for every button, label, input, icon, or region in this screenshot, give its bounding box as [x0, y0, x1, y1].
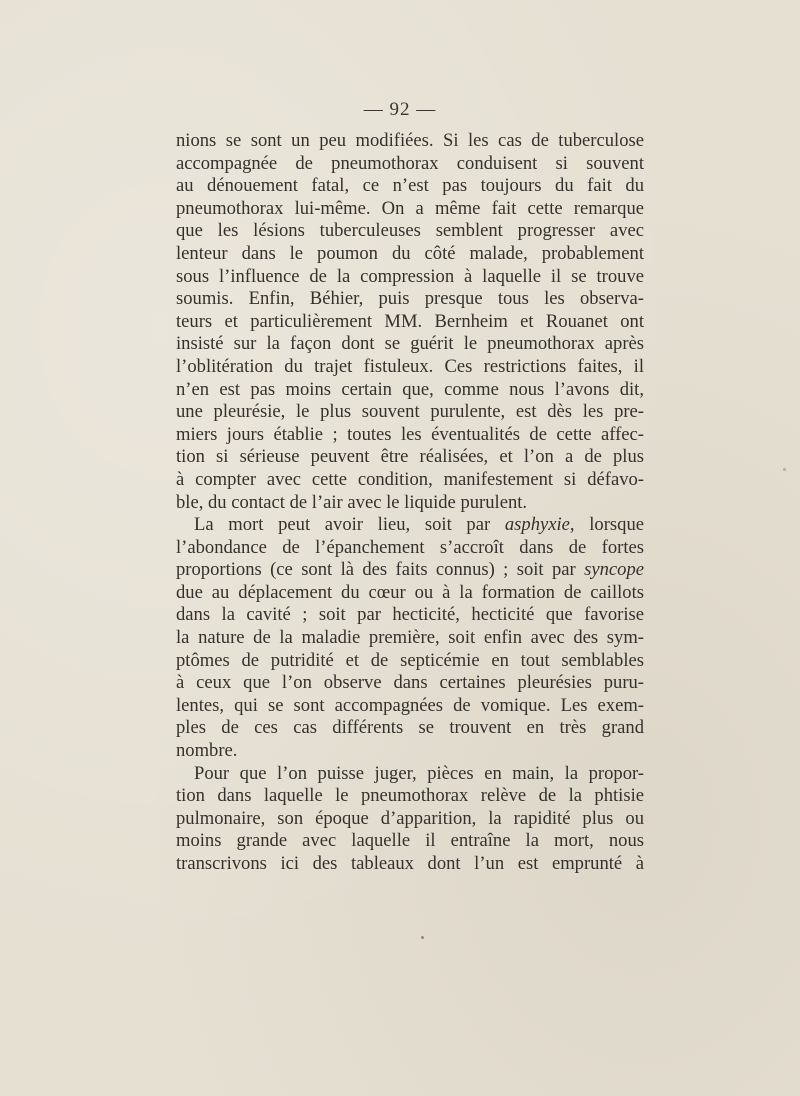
- text-line: l’abondance de l’épanchement s’accroît dans de fortes: [176, 536, 644, 558]
- paragraph-1: [176, 130, 644, 514]
- text-line: [176, 559, 644, 582]
- text-line: l’oblitération du trajet fistuleux. Ces restrictions faites, il: [176, 355, 644, 377]
- text-line: ptômes de putridité et de septicémie en tout semblables: [176, 649, 644, 671]
- text-run: proportions (ce sont là des faits connus) ; soit par: [176, 559, 585, 581]
- text-line: la nature de la maladie première, soit enfin avec des sym-: [176, 627, 644, 649]
- paragraph-3: [176, 763, 644, 876]
- text-run: , lorsque: [569, 514, 644, 536]
- text-line: n’en est pas moins certain que, comme nous l’avons dit,: [176, 378, 644, 400]
- text-line: nions se sont un peu modifiées. Si les cas de tuberculose: [176, 130, 644, 151]
- text-line: tion dans laquelle le pneumothorax relève de la phtisie: [176, 785, 644, 807]
- text-line: sous l’influence de la compression à laquelle il se trouve: [176, 265, 644, 287]
- text-line: insisté sur la façon dont se guérit le pneumothorax après: [176, 333, 644, 355]
- text-line: à ceux que l’on observe dans certaines pleurésies puru-: [176, 672, 644, 694]
- text-line: à compter avec cette condition, manifestement si défavo-: [176, 468, 644, 490]
- text-line: ble, du contact de l’air avec le liquide purulent.: [176, 491, 528, 513]
- italic-term-syncope: syncope: [584, 559, 644, 581]
- text-line: pulmonaire, son époque d’apparition, la rapidité plus ou: [176, 807, 644, 829]
- text-line: que les lésions tuberculeuses semblent progresser avec: [176, 220, 644, 242]
- text-line: ples de ces cas différents se trouvent en très grand: [176, 717, 644, 739]
- text-line: lenteur dans le poumon du côté malade, probablement: [176, 242, 644, 264]
- text-line: pneumothorax lui-même. On a même fait cette remarque: [176, 197, 644, 219]
- paragraph-2: [176, 514, 644, 763]
- text-run: La mort peut avoir lieu, soit par: [194, 514, 505, 536]
- text-line: [176, 514, 644, 537]
- body-text: [176, 130, 644, 876]
- text-line: accompagnée de pneumothorax conduisent si souvent: [176, 152, 644, 174]
- text-line: au dénouement fatal, ce n’est pas toujours du fait du: [176, 175, 644, 197]
- text-line: moins grande avec laquelle il entraîne la mort, nous: [176, 830, 644, 852]
- italic-term-asphyxie: asphyxie: [504, 514, 570, 536]
- paper-speck: [421, 936, 424, 939]
- text-line: dans la cavité ; soit par hecticité, hecticité que favorise: [176, 604, 644, 626]
- text-line: soumis. Enfin, Béhier, puis presque tous les observa-: [176, 288, 644, 310]
- text-line: lentes, qui se sont accompagnées de vomique. Les exem-: [176, 694, 644, 716]
- text-line: Pour que l’on puisse juger, pièces en main, la propor-: [194, 762, 644, 784]
- page-number: — 92 —: [363, 99, 437, 120]
- text-line: nombre.: [176, 740, 238, 762]
- paper-speck: [783, 468, 786, 471]
- text-line: transcrivons ici des tableaux dont l’un est emprunté à: [176, 853, 644, 874]
- text-line: teurs et particulièrement MM. Bernheim et Rouanet ont: [176, 310, 644, 332]
- text-line: une pleurésie, le plus souvent purulente, est dès les pre-: [176, 401, 644, 423]
- text-line: due au déplacement du cœur ou à la formation de caillots: [176, 581, 644, 603]
- text-line: miers jours établie ; toutes les éventualités de cette affec-: [176, 423, 644, 445]
- text-line: tion si sérieuse peuvent être réalisées, et l’on a de plus: [176, 446, 644, 468]
